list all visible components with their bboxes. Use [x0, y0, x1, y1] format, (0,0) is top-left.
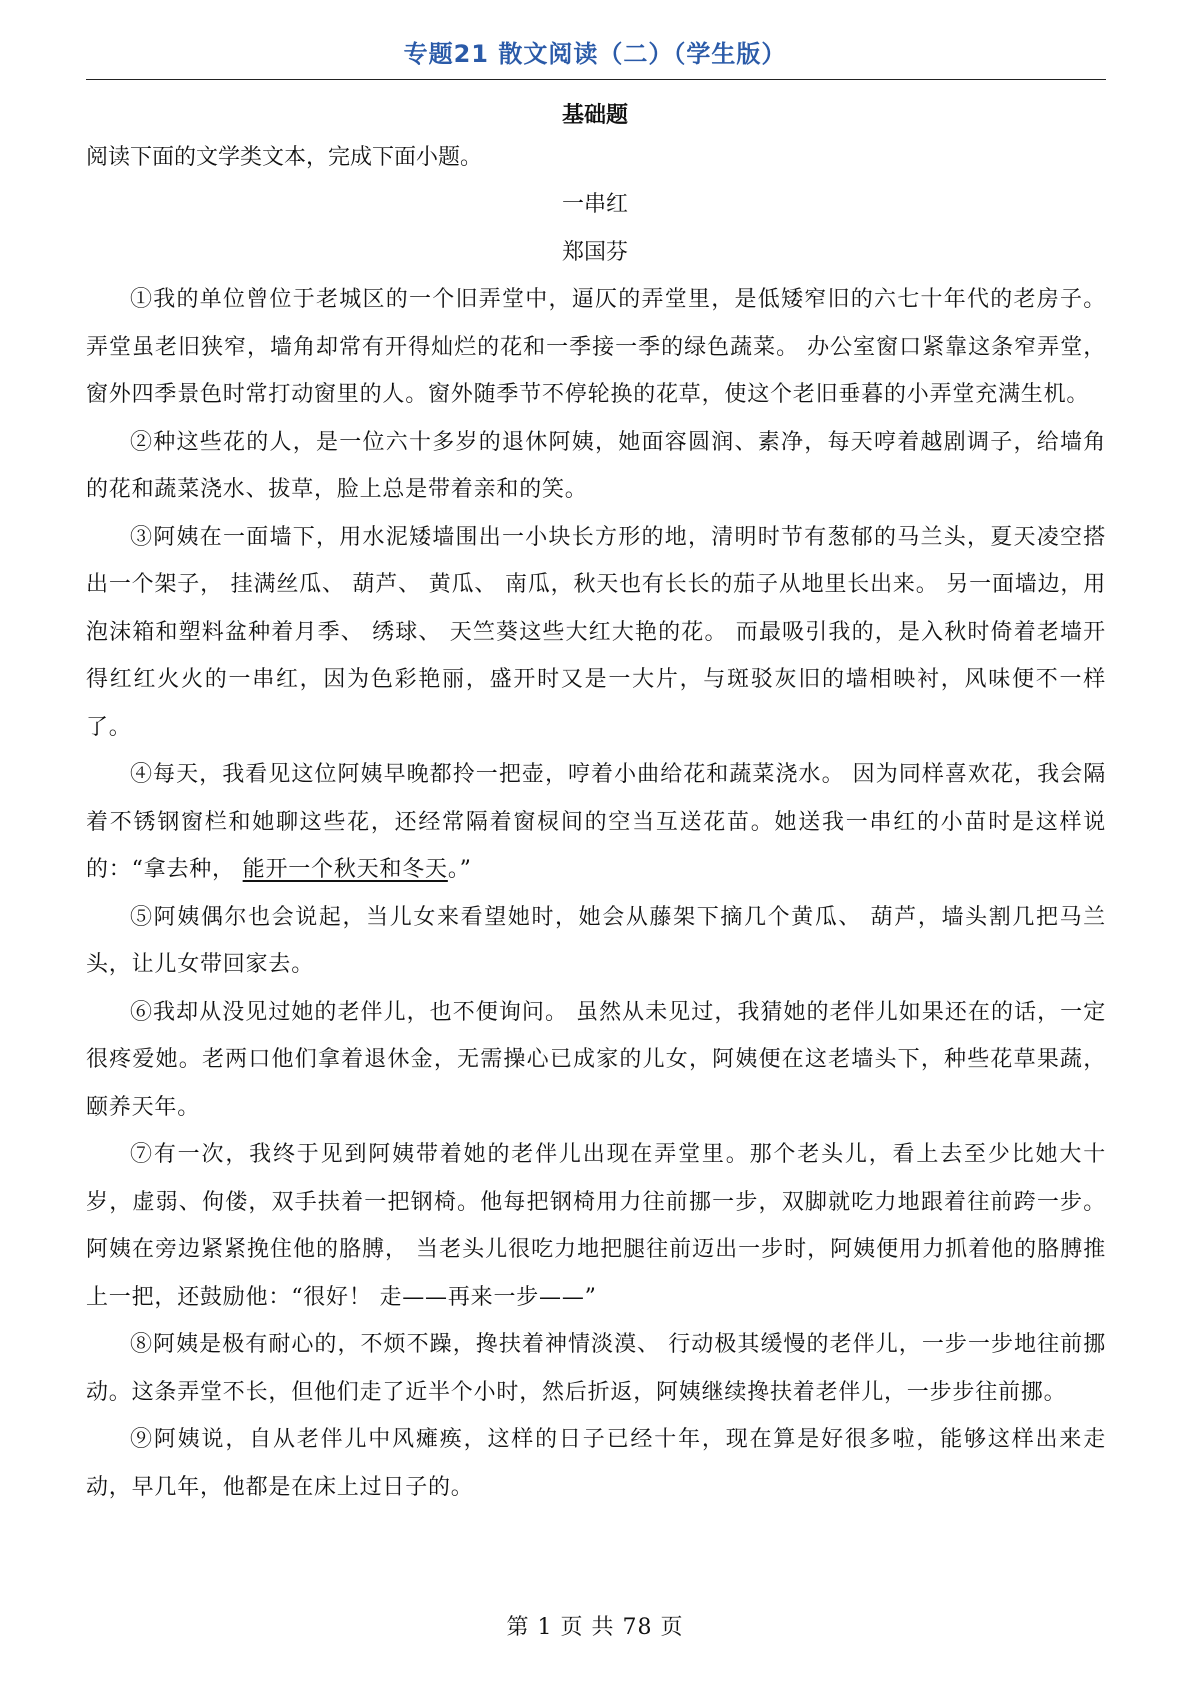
paragraph-5: ⑤阿姨偶尔也会说起，当儿女来看望她时，她会从藤架下摘几个黄瓜、 葫芦，墙头割几把马兰头，让儿女带回家去。 — [86, 904, 1106, 977]
paragraph-4 — [86, 751, 1106, 894]
header-divider — [86, 79, 1106, 80]
paragraph-6: ⑥我却从没见过她的老伴儿，也不便询问。 虽然从未见过，我猜她的老伴儿如果还在的话，一定很疼爱她。老两口他们拿着退休金，无需操心已成家的儿女，阿姨便在这老墙头下，种些花草果蔬，颐养天年。 — [86, 999, 1106, 1120]
article-author: 郑国芬 — [561, 240, 628, 265]
paragraph-8: ⑧阿姨是极有耐心的，不烦不躁，搀扶着神情淡漠、 行动极其缓慢的老伴儿，一步一步地往前挪动。这条弄堂不长，但他们走了近半个小时，然后折返，阿姨继续搀扶着老伴儿，一步步往前挪。 — [86, 1332, 1106, 1405]
paragraph-4-text: ④每天，我看见这位阿姨早晚都拎一把壶，哼着小曲给花和蔬菜浇水。 因为同样喜欢花，我会隔着不锈钢窗栏和她聊这些花，还经常隔着窗棂间的空当互送花苗。她送我一串红的小苗时是这样说的：“拿去种， — [86, 762, 1106, 882]
paragraph-7: ⑦有一次，我终于见到阿姨带着她的老伴儿出现在弄堂里。那个老头儿，看上去至少比她大十岁，虚弱、佝偻，双手扶着一把钢椅。他每把钢椅用力往前挪一步，双脚就吃力地跟着往前跨一步。 阿姨在旁边紧紧挽住他的胳膊， 当老头儿很吃力地把腿往前迈出一步时，阿姨便用力抓着他的胳膊推上一把，还鼓励他：“很好！ 走——再来一步——” — [86, 1142, 1106, 1310]
article-body — [86, 276, 1106, 1511]
document-header-title: 专题21 散文阅读（二）（学生版） — [403, 40, 787, 68]
reading-instruction: 阅读下面的文学类文本，完成下面小题。 — [86, 145, 483, 170]
paragraph-4-ending: 。” — [447, 857, 472, 882]
paragraph-1: ①我的单位曾位于老城区的一个旧弄堂中，逼仄的弄堂里，是低矮窄旧的六七十年代的老房子。弄堂虽老旧狭窄，墙角却常有开得灿烂的花和一季接一季的绿色蔬菜。 办公室窗口紧靠这条窄弄堂， 窗外四季景色时常打动窗里的人。窗外随季节不停轮换的花草，使这个老旧垂暮的小弄堂充满生机。 — [86, 287, 1106, 407]
paragraph-9: ⑨阿姨说，自从老伴儿中风瘫痪，这样的日子已经十年，现在算是好很多啦，能够这样出来走动，早几年，他都是在床上过日子的。 — [86, 1427, 1106, 1500]
article-title: 一串红 — [561, 192, 628, 217]
page-footer: 第 1 页 共 78 页 — [506, 1615, 684, 1640]
underlined-sentence: 能开一个秋天和冬天 — [242, 857, 448, 882]
paragraph-2: ②种这些花的人，是一位六十多岁的退休阿姨，她面容圆润、素净，每天哼着越剧调子，给墙角的花和蔬菜浇水、拔草，脸上总是带着亲和的笑。 — [86, 429, 1106, 502]
section-title: 基础题 — [561, 103, 628, 128]
paragraph-3: ③阿姨在一面墙下，用水泥矮墙围出一小块长方形的地，清明时节有葱郁的马兰头，夏天凌空搭出一个架子， 挂满丝瓜、 葫芦、 黄瓜、 南瓜，秋天也有长长的茄子从地里长出来。 另一面墙边，用泡沫箱和塑料盆种着月季、 绣球、 天竺葵这些大红大艳的花。 而最吸引我的，是入秋时倚着老墙开得红红火火的一串红，因为色彩艳丽，盛开时又是一大片，与斑驳灰旧的墙相映衬，风味便不一样了。 — [86, 524, 1106, 740]
